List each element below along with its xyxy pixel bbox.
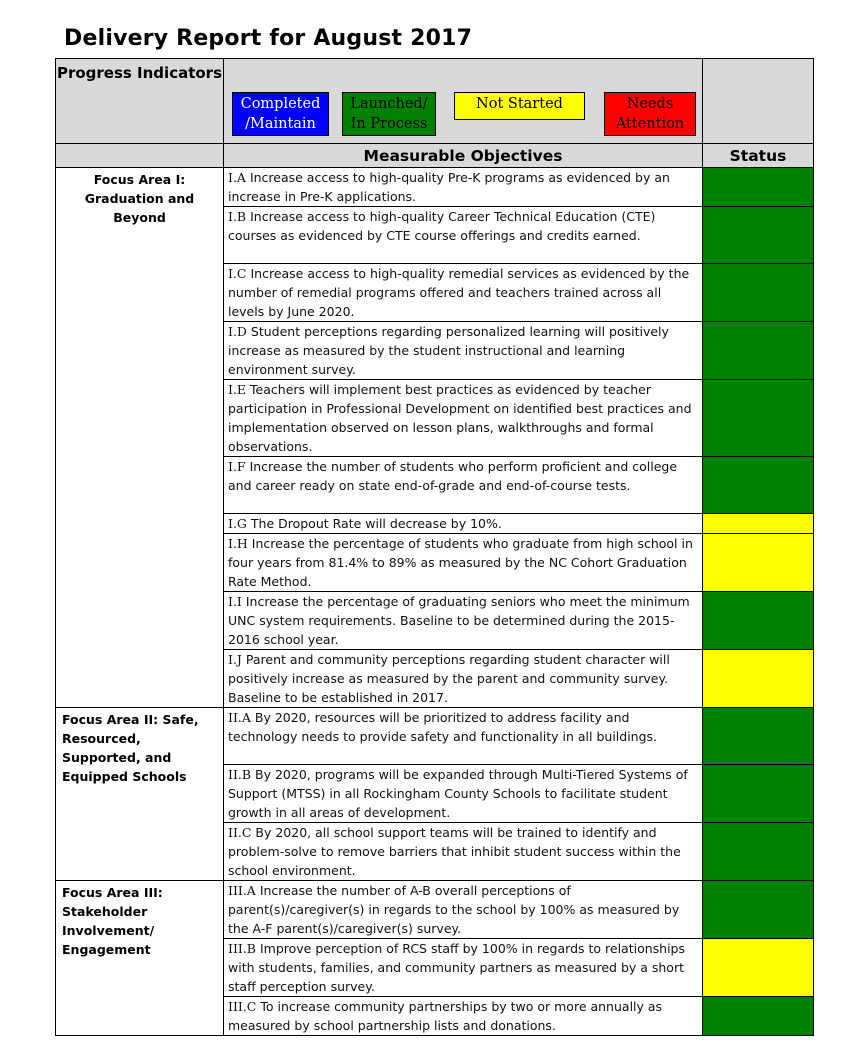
objective-text: Increase the percentage of graduating seniors who meet the minimum UNC system requirements. Baseline to be determined during the 2015-2016 school year.: [228, 594, 690, 647]
measurable-objectives-header: Measurable Objectives: [224, 144, 703, 168]
objective-cell: [224, 708, 703, 765]
report-title: Delivery Report for August 2017: [64, 26, 473, 51]
status-cell-green: [703, 997, 814, 1036]
progress-indicators-header: Progress Indicators: [56, 59, 224, 144]
objective-text: By 2020, programs will be expanded through Multi-Tiered Systems of Support (MTSS) in all Rockingham County Schools to facilitate student growth in all areas of development.: [228, 767, 688, 820]
objective-code: II.C: [228, 825, 252, 840]
objective-text: Student perceptions regarding personalized learning will positively increase as measured by the student instructional and learning environment survey.: [228, 324, 669, 377]
objective-row: [56, 168, 814, 207]
objective-text: Increase the number of A-B overall perceptions of parent(s)/caregiver(s) in regards to the school by 100% as measured by the A-F parent(s)/caregiver(s) survey.: [228, 883, 680, 936]
objective-cell: [224, 322, 703, 380]
legend-status-blank: [703, 59, 814, 144]
status-cell-yellow: [703, 939, 814, 997]
objective-cell: [224, 168, 703, 207]
status-cell-yellow: [703, 650, 814, 708]
objective-code: I.D: [228, 324, 247, 339]
status-cell-green: [703, 380, 814, 457]
objective-cell: [224, 380, 703, 457]
status-cell-yellow: [703, 534, 814, 592]
objective-row: [56, 881, 814, 939]
objective-text: Increase access to high-quality Pre-K programs as evidenced by an increase in Pre-K applications.: [228, 170, 670, 204]
status-cell-green: [703, 592, 814, 650]
objective-cell: [224, 881, 703, 939]
status-header: Status: [703, 144, 814, 168]
objective-text: Teachers will implement best practices as evidenced by teacher participation in Professional Development on identified best practices and implementation observed on lesson plans, walkthroughs and formal observations.: [228, 382, 692, 454]
status-cell-green: [703, 168, 814, 207]
objective-cell: [224, 457, 703, 514]
objective-text: Improve perception of RCS staff by 100% in regards to relationships with students, families, and community partners as measured by a short staff perception survey.: [228, 941, 686, 994]
legend-completed: Completed /Maintain: [232, 92, 329, 136]
objective-cell: [224, 939, 703, 997]
objective-code: I.I: [228, 594, 242, 609]
objective-cell: [224, 207, 703, 264]
objective-code: I.C: [228, 266, 247, 281]
objective-code: III.B: [228, 941, 256, 956]
delivery-report-table: [55, 58, 814, 1036]
objective-row: [56, 708, 814, 765]
legend-needs-attention: Needs Attention: [604, 92, 696, 136]
status-cell-green: [703, 322, 814, 380]
objective-code: I.H: [228, 536, 248, 551]
legend-launched: Launched/ In Process: [342, 92, 436, 136]
objective-cell: [224, 264, 703, 322]
objective-code: I.F: [228, 459, 246, 474]
objective-cell: [224, 514, 703, 534]
status-cell-green: [703, 264, 814, 322]
objective-text: Increase the number of students who perform proficient and college and career ready on state end-of-grade and end-of-course tests.: [228, 459, 678, 493]
objective-cell: [224, 650, 703, 708]
objective-code: I.J: [228, 652, 242, 667]
legend-row: [56, 59, 814, 144]
status-cell-green: [703, 823, 814, 881]
objective-cell: [224, 534, 703, 592]
column-header-blank: [56, 144, 224, 168]
objective-code: I.E: [228, 382, 247, 397]
objective-text: Increase access to high-quality remedial services as evidenced by the number of remedial programs offered and teachers trained across all levels by June 2020.: [228, 266, 690, 319]
column-header-row: [56, 144, 814, 168]
objective-code: III.C: [228, 999, 257, 1014]
objective-text: Parent and community perceptions regarding student character will positively increase as measured by the parent and community survey. Baseline to be established in 2017.: [228, 652, 670, 705]
objective-code: II.A: [228, 710, 251, 725]
status-cell-green: [703, 708, 814, 765]
status-cell-green: [703, 457, 814, 514]
focus-area-label: Focus Area I: Graduation and Beyond: [56, 168, 224, 708]
objective-code: II.B: [228, 767, 252, 782]
objective-cell: [224, 765, 703, 823]
objective-text: Increase access to high-quality Career Technical Education (CTE) courses as evidenced by CTE course offerings and credits earned.: [228, 209, 656, 243]
objective-code: I.A: [228, 170, 246, 185]
objective-code: I.B: [228, 209, 247, 224]
objective-code: I.G: [228, 516, 247, 531]
status-cell-green: [703, 881, 814, 939]
objective-text: To increase community partnerships by two or more annually as measured by school partnership lists and donations.: [228, 999, 663, 1033]
status-cell-green: [703, 765, 814, 823]
objective-cell: [224, 997, 703, 1036]
objective-cell: [224, 592, 703, 650]
legend-not-started: Not Started: [454, 92, 585, 120]
objective-code: III.A: [228, 883, 256, 898]
status-cell-yellow: [703, 514, 814, 534]
objective-text: Increase the percentage of students who graduate from high school in four years from 81.4% to 89% as measured by the NC Cohort Graduation Rate Method.: [228, 536, 693, 589]
objective-text: By 2020, all school support teams will be trained to identify and problem-solve to remove barriers that inhibit student success within the school environment.: [228, 825, 681, 878]
focus-area-label: Focus Area III: Stakeholder Involvement/ Engagement: [56, 881, 224, 1036]
legend-cell: [224, 59, 703, 144]
objective-text: The Dropout Rate will decrease by 10%.: [250, 516, 502, 531]
objective-cell: [224, 823, 703, 881]
focus-area-label: Focus Area II: Safe, Resourced, Supported, and Equipped Schools: [56, 708, 224, 881]
status-cell-green: [703, 207, 814, 264]
objective-text: By 2020, resources will be prioritized to address facility and technology needs to provide safety and functionality in all buildings.: [228, 710, 658, 744]
